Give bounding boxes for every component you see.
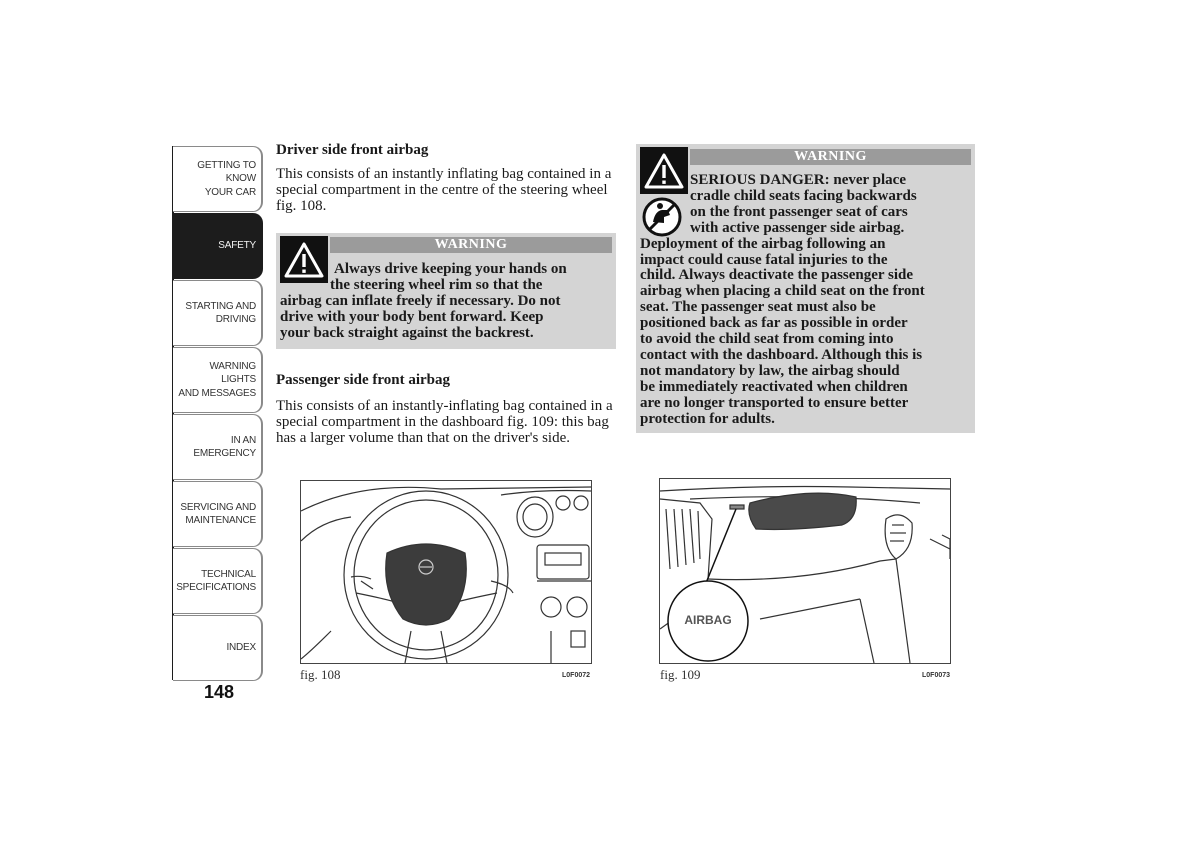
passenger-airbag-text: This consists of an instantly-inflating bag contained in a special compartment in the dashboard fig. 109: this bag has a larger volume than that on the driver's side. — [276, 398, 613, 446]
dashboard-illustration — [659, 478, 951, 664]
warning-line: impact could cause fatal injuries to the — [640, 251, 888, 268]
warning-line: Deployment of the airbag following an — [640, 235, 886, 252]
warning-title: WARNING — [690, 149, 971, 165]
tab-label: SAFETY — [218, 240, 256, 252]
tab-servicing[interactable] — [173, 481, 263, 547]
warning-line: on the front passenger seat of cars — [690, 203, 908, 220]
warning-line: drive with your body bent forward. Keep — [280, 308, 544, 325]
tab-label: SERVICING AND MAINTENANCE — [180, 501, 256, 526]
warning-text — [640, 173, 974, 428]
warning-line: the steering wheel rim so that the — [330, 276, 543, 293]
warning-line: cradle child seats facing backwards — [690, 187, 917, 204]
figure-caption: fig. 109 — [660, 667, 701, 682]
warning-line: are no longer transported to ensure better — [640, 394, 909, 411]
warning-line: protection for adults. — [640, 410, 775, 427]
tab-safety[interactable] — [173, 213, 263, 279]
tab-emergency[interactable] — [173, 414, 263, 480]
tab-label: INDEX — [226, 642, 256, 654]
tab-warning-lights[interactable] — [173, 347, 263, 413]
tab-technical[interactable] — [173, 548, 263, 614]
tab-label: IN AN EMERGENCY — [193, 434, 256, 459]
warning-line: to avoid the child seat from coming into — [640, 331, 894, 348]
chapter-tabs — [173, 146, 263, 682]
tab-label: GETTING TO KNOW YOUR CAR — [197, 159, 256, 198]
airbag-callout-label: AIRBAG — [684, 613, 732, 627]
figure-code: L0F0072 — [562, 672, 591, 679]
warning-title: WARNING — [330, 237, 612, 253]
warning-line: airbag can inflate freely if necessary. Do not — [280, 292, 561, 309]
tab-starting-driving[interactable] — [173, 280, 263, 346]
driver-airbag-heading: Driver side front airbag — [276, 142, 429, 158]
warning-box-right — [636, 144, 975, 433]
figure-code: L0F0073 — [922, 672, 951, 679]
warning-line: seat. The passenger seat must also be — [640, 299, 876, 316]
warning-line: airbag when placing a child seat on the front — [640, 283, 925, 300]
warning-line: Always drive keeping your hands on — [334, 261, 567, 277]
left-column — [276, 142, 616, 214]
warning-line: with active passenger side airbag. — [690, 219, 905, 236]
warning-line: not mandatory by law, the airbag should — [640, 362, 900, 379]
warning-text — [280, 262, 614, 342]
tab-index[interactable] — [173, 615, 263, 681]
warning-line: SERIOUS DANGER: never place — [690, 172, 906, 188]
driver-airbag-text: This consists of an instantly inflating bag contained in a special compartment in the centre of the steering wheel fig. 108. — [276, 166, 612, 214]
warning-line: contact with the dashboard. Although this is — [640, 346, 923, 363]
tab-label: WARNING LIGHTS AND MESSAGES — [178, 360, 256, 399]
steering-wheel-illustration — [300, 480, 592, 664]
warning-line: be immediately reactivated when children — [640, 378, 908, 395]
tab-label: TECHNICAL SPECIFICATIONS — [176, 568, 256, 593]
warning-line: positioned back as far as possible in order — [640, 315, 908, 332]
passenger-section — [276, 372, 616, 446]
warning-box-left — [276, 233, 616, 349]
warning-line: child. Always deactivate the passenger side — [640, 267, 914, 284]
page-number: 148 — [204, 682, 235, 702]
warning-line: your back straight against the backrest. — [280, 324, 534, 341]
tab-label: STARTING AND DRIVING — [185, 300, 256, 325]
passenger-airbag-heading: Passenger side front airbag — [276, 372, 451, 388]
figure-caption: fig. 108 — [300, 667, 341, 682]
tab-getting-to-know[interactable] — [173, 146, 263, 212]
